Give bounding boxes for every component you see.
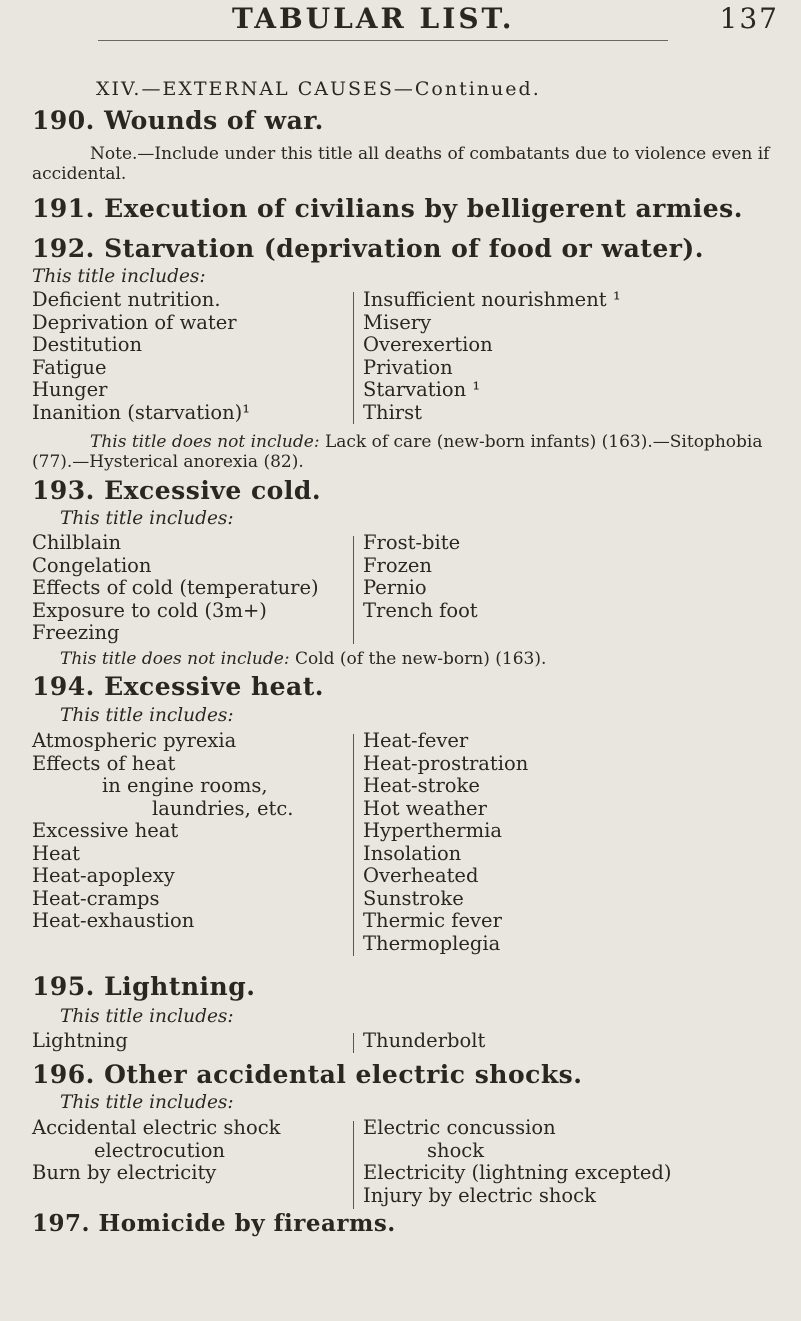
- section-193-heading: 193. Excessive cold.: [32, 476, 322, 505]
- term: Heat-apoplexy: [32, 864, 175, 887]
- section-196-left-column: [32, 1117, 280, 1185]
- term: Burn by electricity: [32, 1161, 217, 1184]
- excludes-text: Lack of care (new-born infants) (163).—Sitophobia (77).—Hysterical anorexia (82).: [32, 432, 763, 472]
- term: Thirst: [363, 400, 422, 424]
- column-divider: [353, 292, 354, 424]
- section-196-heading: 196. Other accidental electric shocks.: [32, 1060, 583, 1089]
- section-196-includes-label: This title includes:: [60, 1092, 234, 1113]
- term: Thunderbolt: [363, 1029, 486, 1052]
- page-number: 137: [719, 2, 779, 35]
- term: Electric concussion: [363, 1116, 556, 1139]
- column-divider: [353, 1033, 354, 1053]
- running-head-title: TABULAR LIST.: [232, 2, 515, 35]
- term: Misery: [363, 310, 432, 334]
- section-193-right-column: [363, 532, 478, 622]
- section-193-left-column: [32, 532, 319, 645]
- term: Destitution: [32, 333, 143, 356]
- column-divider: [353, 536, 354, 644]
- section-192-includes-label: This title includes:: [32, 266, 206, 287]
- section-190-note: Note.—Include under this title all deaths of combatants due to violence even if accidental.: [32, 144, 770, 184]
- excludes-label: This title does not include:: [60, 649, 290, 669]
- term: Deprivation of water: [32, 310, 237, 334]
- term: Electricity (lightning excepted): [363, 1161, 672, 1184]
- term: Frozen: [363, 553, 432, 577]
- term: Effects of heat: [32, 751, 176, 775]
- section-191-heading: 191. Execution of civilians by belligerent armies.: [32, 194, 743, 223]
- term: Exposure to cold (3m+): [32, 598, 267, 622]
- term: Overheated: [363, 864, 479, 887]
- running-head: [0, 2, 801, 42]
- section-197-heading: 197. Homicide by firearms.: [32, 1210, 396, 1237]
- section-192-heading: 192. Starvation (deprivation of food or water).: [32, 234, 704, 263]
- term: Starvation ¹: [363, 378, 481, 401]
- section-192-excludes: [32, 432, 797, 472]
- term: shock: [427, 1138, 485, 1162]
- section-192-right-column: [363, 289, 621, 424]
- term: Heat-fever: [363, 729, 469, 752]
- term: Fatigue: [32, 355, 107, 379]
- section-195-right-column: [363, 1030, 485, 1053]
- section-194-right-column: [363, 730, 528, 955]
- term: Trench foot: [363, 598, 478, 622]
- section-193-excludes: [32, 649, 797, 669]
- section-195-left-column: [32, 1030, 128, 1053]
- excludes-label: This title does not include:: [90, 432, 320, 452]
- term: Deficient nutrition.: [32, 288, 221, 311]
- term: Lightning: [32, 1029, 128, 1052]
- term: Heat-stroke: [363, 774, 480, 797]
- term: Thermic fever: [363, 909, 502, 932]
- column-divider: [353, 734, 354, 956]
- term: Congelation: [32, 553, 152, 577]
- term: laundries, etc.: [152, 796, 294, 820]
- term: Heat: [32, 841, 81, 865]
- excludes-text: Cold (of the new-born) (163).: [294, 649, 547, 669]
- section-194-includes-label: This title includes:: [60, 705, 234, 726]
- term: Inanition (starvation)¹: [32, 400, 251, 424]
- term: Heat-cramps: [32, 886, 160, 910]
- term: electrocution: [94, 1138, 225, 1162]
- term: Heat-exhaustion: [32, 909, 195, 932]
- term: Overexertion: [363, 333, 493, 356]
- term: Pernio: [363, 576, 427, 599]
- term: Accidental electric shock: [32, 1116, 281, 1139]
- section-192-left-column: [32, 289, 250, 424]
- term: Thermoplegia: [363, 931, 501, 955]
- term: Atmospheric pyrexia: [32, 729, 237, 752]
- term: Chilblain: [32, 531, 122, 554]
- section-193-includes-label: This title includes:: [60, 508, 234, 529]
- term: Injury by electric shock: [363, 1183, 596, 1207]
- term: Excessive heat: [32, 819, 179, 842]
- section-196-right-column: [363, 1117, 671, 1207]
- term: Hunger: [32, 378, 108, 401]
- term: Hot weather: [363, 796, 487, 820]
- section-195-includes-label: This title includes:: [60, 1006, 234, 1027]
- term: Effects of cold (temperature): [32, 576, 319, 599]
- header-rule: [98, 40, 668, 41]
- term: Privation: [363, 355, 453, 379]
- term: in engine rooms,: [102, 774, 268, 797]
- column-divider: [353, 1121, 354, 1209]
- term: Frost-bite: [363, 531, 461, 554]
- term: Insufficient nourishment ¹: [363, 288, 621, 311]
- section-194-left-column: [32, 730, 293, 933]
- term: Sunstroke: [363, 886, 464, 910]
- section-190-heading: 190. Wounds of war.: [32, 106, 324, 135]
- term: Freezing: [32, 621, 120, 644]
- term: Hyperthermia: [363, 819, 502, 842]
- term: Heat-prostration: [363, 751, 529, 775]
- section-195-heading: 195. Lightning.: [32, 972, 256, 1001]
- chapter-heading: XIV.—EXTERNAL CAUSES—Continued.: [96, 78, 541, 100]
- section-194-heading: 194. Excessive heat.: [32, 672, 324, 701]
- term: Insolation: [363, 841, 462, 865]
